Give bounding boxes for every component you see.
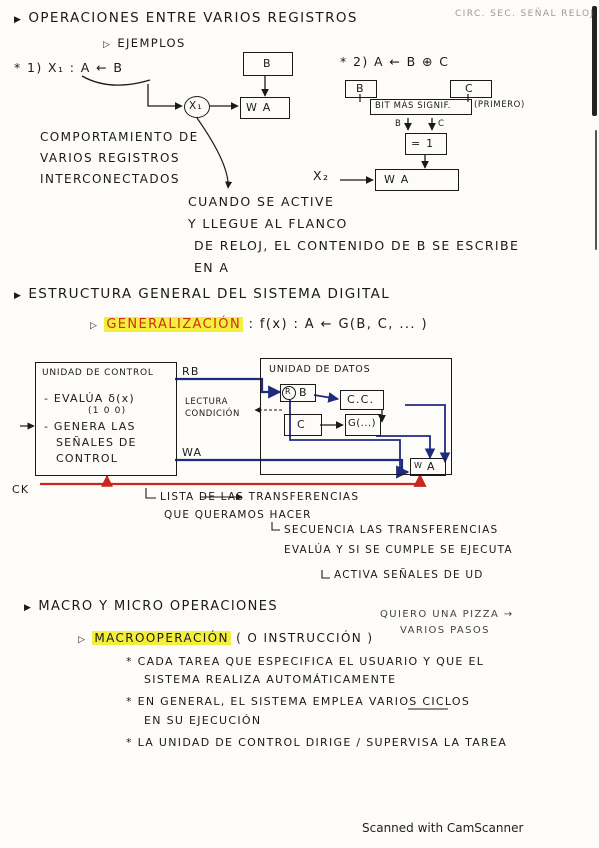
pencil-note: CIRC. SEC. SEÑAL RELOJ — [455, 9, 595, 19]
ex2-in-b: B — [395, 119, 402, 129]
ck-signal-label: CK — [12, 483, 30, 496]
macro-highlight: MACROOPERACIÓN — [94, 631, 229, 645]
data-g-box: G(...) — [345, 414, 381, 436]
pizza-note: QUIERO UNA PIZZA → — [380, 609, 514, 620]
section2-title: ▶ ESTRUCTURA GENERAL DEL SISTEMA DIGITAL — [14, 286, 391, 302]
note-sequence: SECUENCIA LAS TRANSFERENCIAS — [284, 524, 499, 536]
scanner-watermark: Scanned with CamScanner — [362, 821, 524, 835]
condicion-label: CONDICIÓN — [185, 409, 240, 419]
control-unit-box: UNIDAD DE CONTROL - EVALÚA δ(x) (1 0 0) - GENERA LAS SEÑALES DE CONTROL — [35, 362, 177, 476]
example2-label: * 2) A ← B ⊕ C — [340, 54, 450, 69]
ex2-xor-box: = 1 — [405, 133, 447, 155]
pizza-note-2: VARIOS PASOS — [400, 625, 490, 636]
macro-line: ▷ MACROOPERACIÓN ( O INSTRUCCIÓN ) — [78, 631, 374, 645]
note-activate: ACTIVA SEÑALES DE UD — [334, 569, 484, 581]
ex1-arrow-to-x1 — [148, 84, 182, 106]
ex2-msb-box: BIT MÁS SIGNIF. — [370, 99, 472, 115]
bullet-icon: ▶ — [14, 291, 23, 301]
bullet-icon: ▶ — [24, 603, 33, 613]
examples-heading: ▷ EJEMPLOS — [103, 36, 186, 50]
note-list-2: QUE QUERAMOS HACER — [164, 509, 312, 521]
bullet-icon: ▷ — [78, 635, 87, 645]
ex1-brace — [82, 76, 150, 85]
section1-title: ▶ OPERACIONES ENTRE VARIOS REGISTROS — [14, 10, 358, 26]
wa-signal-label: WA — [182, 446, 203, 459]
generalization-highlight: GENERALIZACIÓN — [106, 317, 242, 332]
ex1-note-arrow — [197, 118, 228, 188]
data-reg-c: C — [284, 414, 322, 436]
bullet-icon: ▷ — [103, 40, 112, 50]
generalization-line: ▷ GENERALIZACIÓN : f(x) : A ← G(B, C, ... ) — [90, 317, 428, 332]
ex2-box-wa: W A — [375, 169, 459, 191]
ex2-x2: X₂ — [313, 168, 330, 183]
r-circle: R — [282, 386, 296, 400]
data-cc-box: C.C. — [340, 390, 384, 410]
ex1-node-x1: X₁ — [184, 96, 210, 118]
section3-title: ▶ MACRO Y MICRO OPERACIONES — [24, 599, 279, 614]
rb-signal-label: RB — [182, 365, 200, 378]
ex2-first-note: (PRIMERO) — [474, 100, 525, 110]
data-unit-box: UNIDAD DE DATOS — [260, 358, 452, 475]
lectura-label: LECTURA — [185, 397, 229, 407]
data-reg-a: W A — [410, 458, 446, 476]
ex2-box-b: B — [345, 80, 377, 98]
bullet-icon: ▷ — [90, 321, 99, 331]
ex2-box-c: C — [450, 80, 492, 98]
ex1-box-wa: W A — [240, 97, 290, 119]
note-list: LISTA DE LAS TRANSFERENCIAS — [160, 491, 360, 503]
ex1-box-b: B — [243, 52, 293, 76]
ex2-in-c: C — [438, 119, 445, 129]
data-reg-b: R B — [280, 384, 316, 402]
example1-label: * 1) X₁ : A ← B — [14, 60, 124, 75]
bullet-icon: ▶ — [14, 15, 23, 25]
note-evaluate: EVALÚA Y SI SE CUMPLE SE EJECUTA — [284, 544, 513, 556]
